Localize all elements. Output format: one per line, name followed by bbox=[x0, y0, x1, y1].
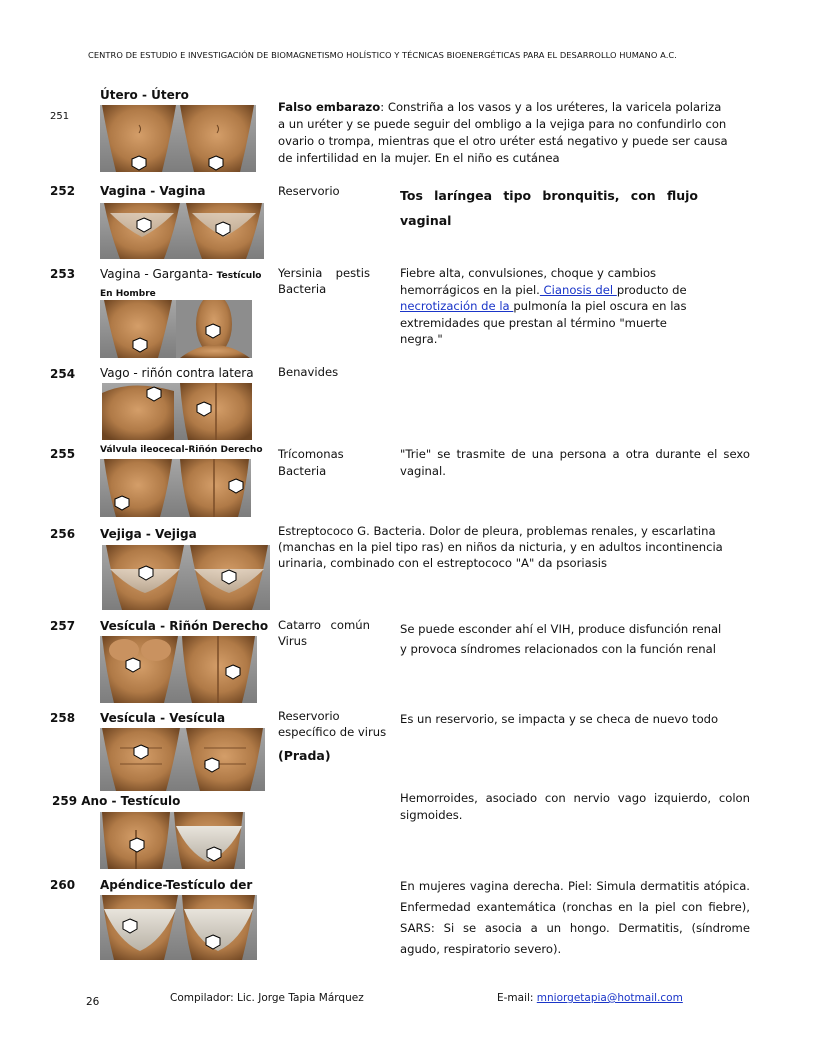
page-header: CENTRO DE ESTUDIO E INVESTIGACIÓN DE BIOMAGNETISMO HOLÍSTICO Y TÉCNICAS BIOENERGÉTICAS PARA EL DESARROLLO HUMANO A.C. bbox=[88, 50, 677, 60]
entry-description: Fiebre alta, convulsiones, choque y cambios hemorrágicos en la piel. Cianosis del producto de necrotización de la pulmonía la piel oscura en las extremidades que prestan al término "muerte negra." bbox=[400, 266, 687, 346]
entry-title: Vago - riñón contra latera bbox=[100, 366, 254, 380]
body-image bbox=[102, 545, 270, 610]
entry-agent: Trícomonas Bacteria bbox=[278, 447, 344, 478]
necrotizacion-link[interactable]: necrotización de la bbox=[400, 299, 514, 313]
page-number: 26 bbox=[86, 996, 100, 1008]
entry-title: Apéndice-Testículo der bbox=[100, 878, 253, 892]
entry-title: Vesícula - Riñón Derecho bbox=[100, 619, 269, 633]
entry-number: 253 bbox=[50, 267, 76, 281]
entry-title: Útero - Útero bbox=[100, 88, 189, 102]
body-image bbox=[100, 636, 257, 703]
entry-number: 256 bbox=[50, 527, 76, 541]
footer-email: E-mail: mniorgetapia@hotmail.com bbox=[497, 992, 683, 1004]
entry-description: Falso embarazo: Constriña a los vasos y a los uréteres, la varicela polariza a un uréter y se puede seguir del ombligo a la vejiga para no confundirlo con ovario o trompa, mientras que el otro uréter está negativo y puede ser causa de infertilidad en la mujer. En el niño es cutánea bbox=[278, 100, 728, 165]
body-image bbox=[102, 383, 252, 440]
entry-title: Vagina - Vagina bbox=[100, 184, 206, 198]
entry-title: 259 Ano - Testículo bbox=[52, 794, 181, 808]
entry-description: Tos laríngea tipo bronquitis, con flujo vaginal bbox=[400, 188, 698, 228]
entry-number: 254 bbox=[50, 367, 76, 381]
entry-agent: Reservorio bbox=[278, 184, 340, 198]
body-image bbox=[100, 300, 252, 358]
body-image bbox=[100, 728, 265, 791]
body-image bbox=[100, 459, 251, 517]
entry-agent: Yersinia pestis Bacteria bbox=[278, 266, 370, 296]
body-image bbox=[100, 812, 245, 869]
footer-compiler: Compilador: Lic. Jorge Tapia Márquez bbox=[170, 992, 364, 1004]
entry-number: 260 bbox=[50, 878, 76, 892]
entry-description: Se puede esconder ahí el VIH, produce disfunción renal y provoca síndromes relacionados con la función renal bbox=[400, 622, 722, 656]
body-image bbox=[100, 895, 257, 960]
cianosis-link[interactable]: Cianosis del bbox=[539, 282, 617, 297]
entry-description: Estreptococo G. Bacteria. Dolor de pleura, problemas renales, y escarlatina (manchas en la piel tipo ras) en niños da nicturia, y en adultos incontinencia urinaria, combinado con el estreptococo "A" da psoriasis bbox=[278, 524, 723, 570]
entry-description: "Trie" se trasmite de una persona a otra durante el sexo vaginal. bbox=[400, 447, 750, 478]
entry-number: 255 bbox=[50, 447, 76, 461]
entry-agent: Benavides bbox=[278, 365, 339, 379]
entry-number: 258 bbox=[50, 711, 76, 725]
entry-number: 251 bbox=[50, 111, 70, 122]
entry-agent: Catarro común Virus bbox=[278, 618, 370, 648]
entry-title-line2: En Hombre bbox=[100, 289, 156, 299]
entry-title: Vesícula - Vesícula bbox=[100, 711, 226, 725]
entry-number: 257 bbox=[50, 619, 76, 633]
entry-agent: Reservorio específico de virus bbox=[278, 709, 387, 739]
email-link[interactable]: mniorgetapia@hotmail.com bbox=[536, 992, 683, 1004]
entry-title: Válvula ileocecal-Riñón Derecho bbox=[100, 445, 263, 455]
entry-description: En mujeres vagina derecha. Piel: Simula dermatitis atópica. Enfermedad exantemática (ronchas en la piel con fiebre), SARS: Si se asocia a un hongo. Dermatitis, (síndrome agudo, respiratorio severo). bbox=[400, 879, 750, 956]
body-image bbox=[100, 203, 264, 259]
body-image bbox=[100, 105, 256, 172]
entry-number: 259 bbox=[52, 794, 78, 808]
entry-title: Vejiga - Vejiga bbox=[100, 527, 197, 541]
entry-number: 252 bbox=[50, 184, 76, 198]
entry-agent-extra: (Prada) bbox=[278, 748, 331, 763]
entry-title: Vagina - Garganta- Testículo bbox=[100, 267, 262, 281]
entry-description: Es un reservorio, se impacta y se checa de nuevo todo bbox=[400, 712, 719, 726]
entry-description: Hemorroides, asociado con nervio vago izquierdo, colon sigmoides. bbox=[400, 791, 750, 822]
